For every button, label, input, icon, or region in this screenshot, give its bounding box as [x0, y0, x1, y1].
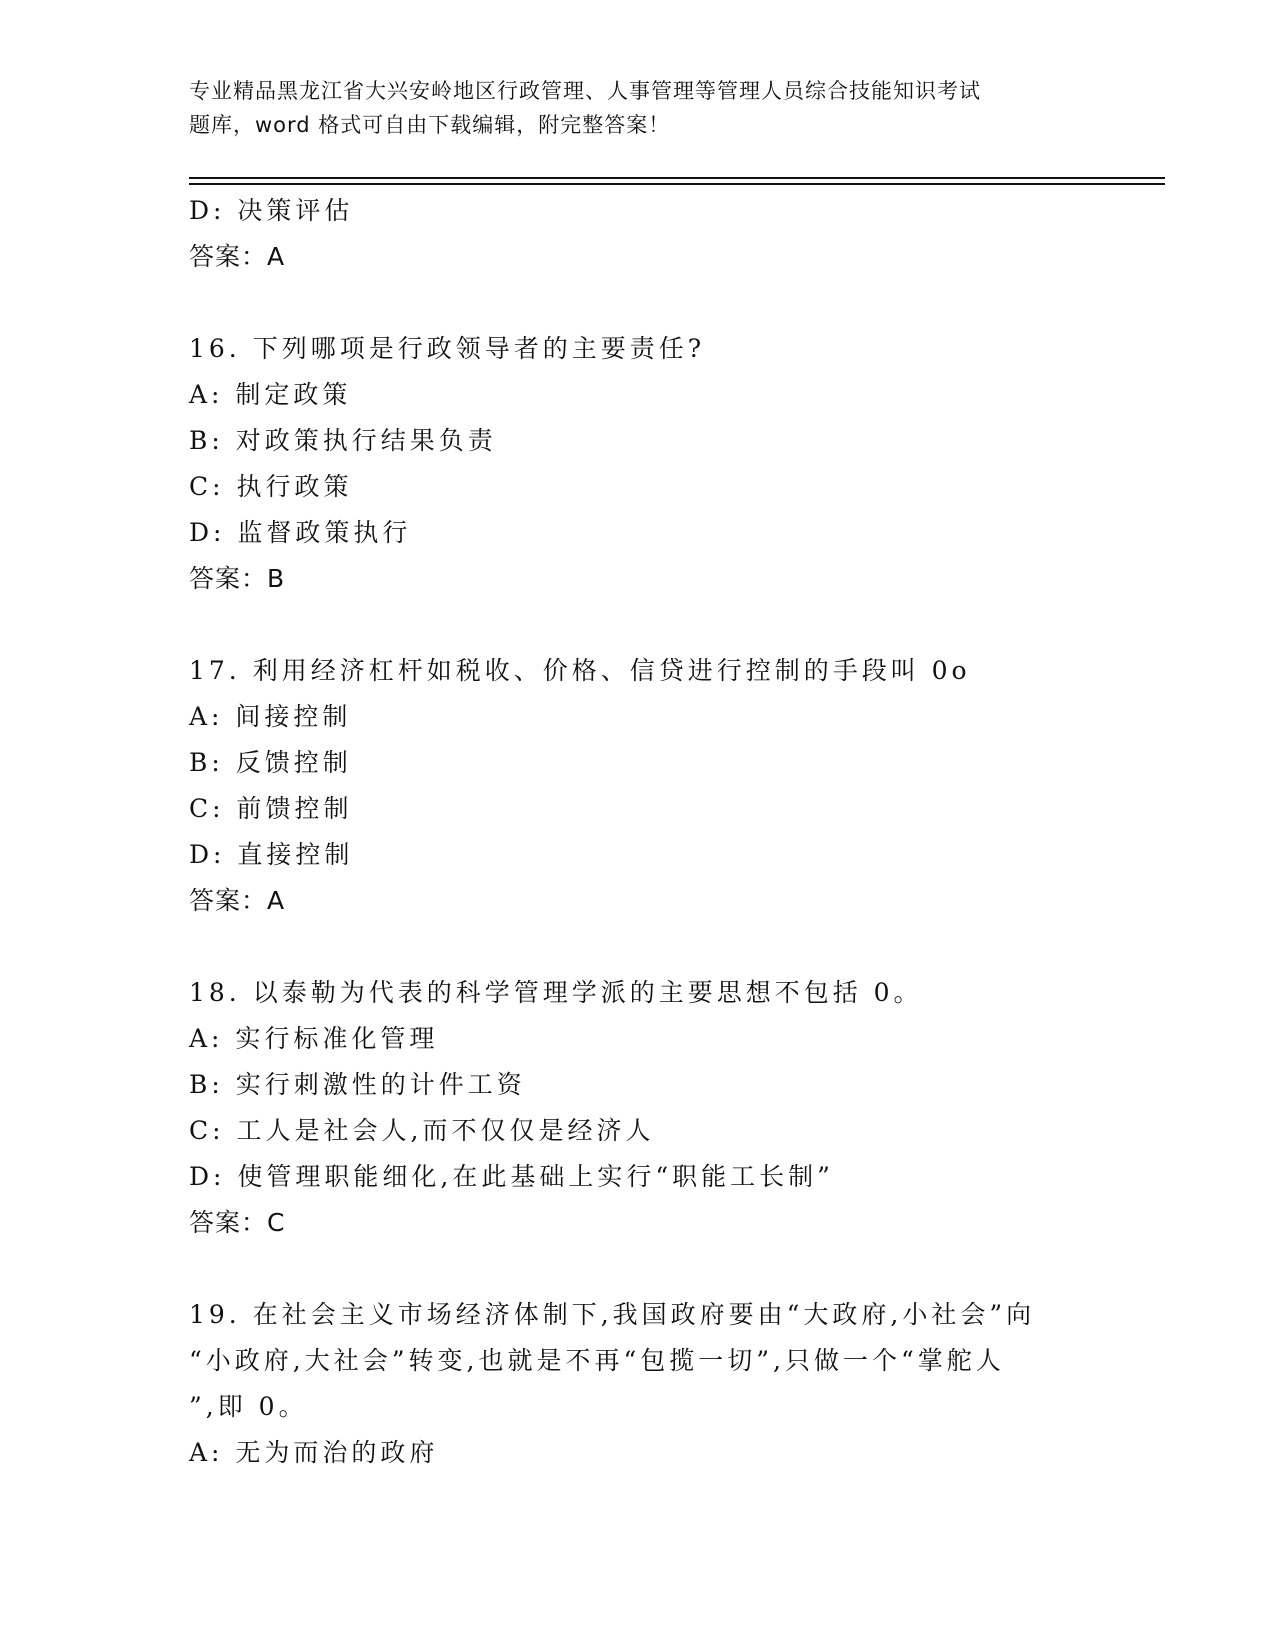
header-line-2: 题库，word 格式可自由下载编辑，附完整答案！: [189, 113, 671, 137]
option-d: D: 使管理职能细化,在此基础上实行“职能工长制”: [189, 1162, 834, 1191]
option-b: B: 实行刺激性的计件工资: [189, 1070, 526, 1099]
question-19: [189, 1292, 1165, 1476]
option-a: A: 间接控制: [189, 702, 352, 731]
question-stem: 16. 下列哪项是行政领导者的主要责任?: [189, 334, 706, 363]
option-b: B: 反馈控制: [189, 748, 352, 777]
answer: 答案：A: [189, 886, 286, 915]
question-stem-cont: ”,即 0。: [189, 1392, 308, 1421]
question-16: [189, 326, 1165, 602]
question-stem: 17. 利用经济杠杆如税收、价格、信贷进行控制的手段叫 0o: [189, 656, 971, 685]
prev-answer: 答案：A: [189, 242, 286, 271]
question-stem-cont: “小政府,大社会”转变,也就是不再“包揽一切”,只做一个“掌舵人: [189, 1346, 1005, 1375]
spacer: [189, 924, 1165, 970]
option-a: A: 实行标准化管理: [189, 1024, 439, 1053]
header-line-1: 专业精品黑龙江省大兴安岭地区行政管理、人事管理等管理人员综合技能知识考试: [189, 79, 981, 103]
option-b: B: 对政策执行结果负责: [189, 426, 497, 455]
prev-option-d: D: 决策评估: [189, 196, 354, 225]
header-divider-bottom: [189, 183, 1165, 185]
document-header: [189, 74, 1089, 142]
option-a: A: 无为而治的政府: [189, 1438, 439, 1467]
question-18: [189, 970, 1165, 1246]
spacer: [189, 1246, 1165, 1292]
spacer: [189, 280, 1165, 326]
option-c: C: 执行政策: [189, 472, 353, 501]
answer: 答案：B: [189, 564, 286, 593]
header-divider-top: [189, 177, 1165, 179]
answer: 答案：C: [189, 1208, 286, 1237]
question-17: [189, 648, 1165, 924]
spacer: [189, 602, 1165, 648]
question-stem: 18. 以泰勒为代表的科学管理学派的主要思想不包括 0。: [189, 978, 923, 1007]
option-c: C: 前馈控制: [189, 794, 353, 823]
option-a: A: 制定政策: [189, 380, 352, 409]
question-list: [189, 188, 1165, 1476]
question-stem: 19. 在社会主义市场经济体制下,我国政府要由“大政府,小社会”向: [189, 1300, 1036, 1329]
option-c: C: 工人是社会人,而不仅仅是经济人: [189, 1116, 655, 1145]
option-d: D: 直接控制: [189, 840, 354, 869]
option-d: D: 监督政策执行: [189, 518, 412, 547]
